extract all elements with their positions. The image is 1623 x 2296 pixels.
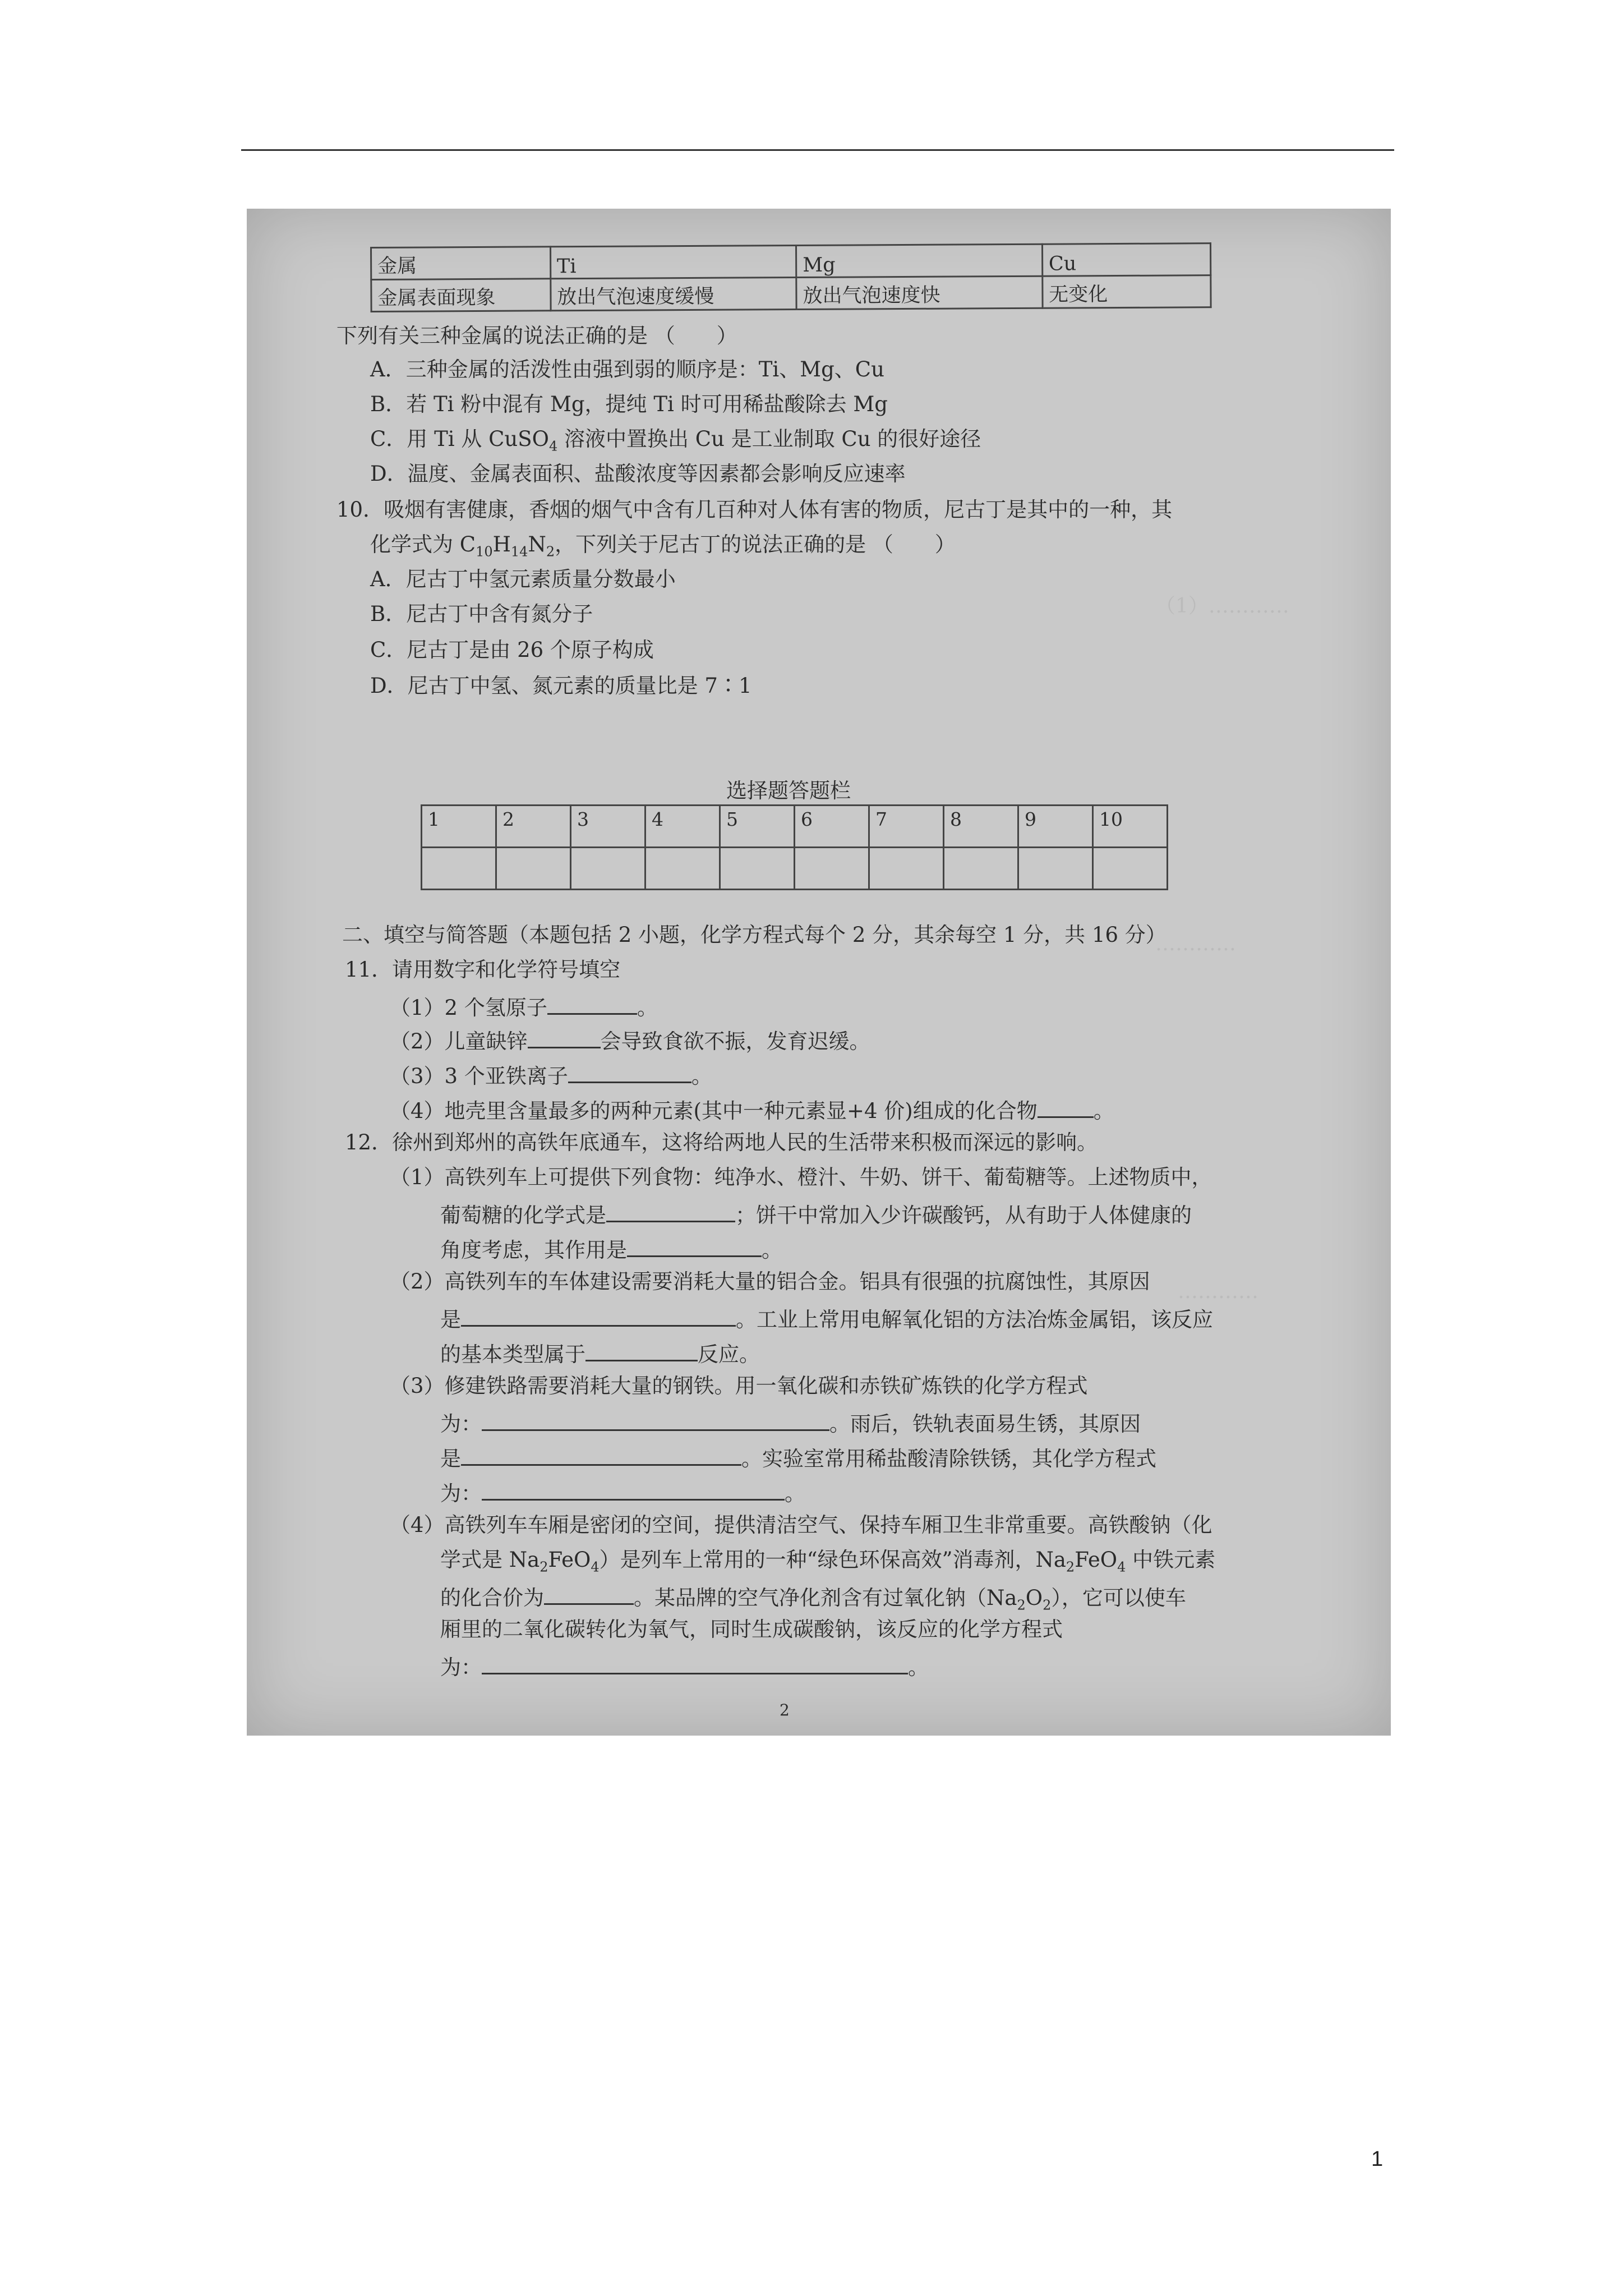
bleed-through-text: ………… (1155, 932, 1236, 955)
q12-part1-line2: 葡萄糖的化学式是 ；饼干中常加入少许碳酸钙，从有助于人体健康的 (440, 1202, 1192, 1226)
answer-blank[interactable] (544, 1584, 634, 1605)
q11-part3: （3）3 个亚铁离子 。 (390, 1062, 712, 1087)
q11-stem: 11．请用数字和化学符号填空 (345, 958, 621, 982)
answer-blank[interactable] (606, 1202, 735, 1222)
answer-grid-number: 2 (496, 806, 571, 848)
q11-part2: （2）儿童缺锌 会导致食欲不振，发育迟缓。 (390, 1028, 870, 1052)
q12-part2-line3: 的基本类型属于 反应。 (440, 1341, 760, 1365)
metal-reaction-table (370, 242, 1212, 312)
q11-part1: （1）2 个氢原子 。 (390, 994, 658, 1018)
exam-page-photo (247, 209, 1391, 1736)
answer-grid-caption: 选择题答题栏 (726, 779, 851, 803)
answer-grid (421, 804, 1168, 890)
table-cell: Mg (796, 244, 1043, 277)
table-cell: Cu (1042, 243, 1211, 277)
answer-blank[interactable] (461, 1445, 741, 1466)
answer-blank[interactable] (482, 1410, 829, 1431)
answer-cell[interactable] (720, 848, 795, 890)
q12-part3-line3: 是 。实验室常用稀盐酸清除铁锈，其化学方程式 (440, 1445, 1156, 1469)
answer-blank[interactable] (568, 1062, 691, 1083)
q9-option-c: C．用 Ti 从 CuSO$_4$ 溶液中置换出 Cu 是工业制取 Cu 的很好途径 (370, 427, 981, 454)
table-row (371, 243, 1211, 280)
answer-blank[interactable] (547, 994, 637, 1015)
answer-grid-number: 4 (645, 806, 720, 848)
answer-cell[interactable] (645, 848, 720, 890)
answer-grid-blank-row (422, 848, 1168, 890)
q12-part3-line4: 为： 。 (440, 1480, 805, 1504)
answer-cell[interactable] (422, 848, 496, 890)
section-heading: 二、填空与简答题（本题包括 2 小题，化学方程式每个 2 分，其余每空 1 分，共 16 分） (342, 923, 1166, 947)
answer-grid-number: 6 (795, 806, 869, 848)
answer-grid-number: 1 (422, 806, 496, 848)
q12-part3-line2: 为： 。雨后，铁轨表面易生锈，其原因 (440, 1410, 1141, 1434)
answer-cell[interactable] (571, 848, 645, 890)
answer-blank[interactable] (482, 1480, 785, 1501)
header-rule (241, 149, 1394, 151)
answer-blank[interactable] (585, 1341, 698, 1361)
q12-part4-line1: （4）高铁列车车厢是密闭的空间，提供清洁空气、保持车厢卫生非常重要。高铁酸钠（化 (390, 1513, 1212, 1537)
answer-grid-number: 5 (720, 806, 795, 848)
page-number: 1 (1371, 2147, 1384, 2171)
q12-stem: 12．徐州到郑州的高铁年底通车，这将给两地人民的生活带来积极而深远的影响。 (345, 1130, 1098, 1154)
answer-blank[interactable] (482, 1654, 908, 1674)
answer-blank[interactable] (528, 1028, 601, 1048)
q12-part2-line1: （2）高铁列车的车体建设需要消耗大量的铝合金。铝具有很强的抗腐蚀性，其原因 (390, 1269, 1150, 1294)
table-cell: Ti (550, 246, 796, 279)
table-row (371, 275, 1211, 312)
answer-cell[interactable] (795, 848, 869, 890)
table-cell: 金属 (371, 247, 551, 280)
bleed-through-text: ………… (1178, 1280, 1258, 1303)
answer-grid-number: 7 (869, 806, 944, 848)
answer-cell[interactable] (1018, 848, 1093, 890)
q10-option-a: A．尼古丁中氢元素质量分数最小 (370, 567, 676, 591)
answer-cell[interactable] (1093, 848, 1168, 890)
answer-blank[interactable] (1038, 1097, 1094, 1118)
q9-option-a: A．三种金属的活泼性由强到弱的顺序是：Ti、Mg、Cu (370, 357, 884, 381)
photo-page-number: 2 (780, 1701, 790, 1719)
q9-stem: 下列有关三种金属的说法正确的是 （ ） (336, 324, 737, 348)
q12-part4-line5: 为： 。 (440, 1654, 929, 1678)
q10-option-b: B．尼古丁中含有氮分子 (370, 602, 593, 626)
q12-part3-line1: （3）修建铁路需要消耗大量的钢铁。用一氧化碳和赤铁矿炼铁的化学方程式 (390, 1374, 1088, 1398)
answer-grid-number-row (422, 806, 1168, 848)
answer-cell[interactable] (944, 848, 1018, 890)
q9-option-b: B．若 Ti 粉中混有 Mg，提纯 Ti 时可用稀盐酸除去 Mg (370, 392, 888, 416)
q10-stem-line2: 化学式为 $C_{10}H_{14}N_2$，下列关于尼古丁的说法正确的是 （ ） (370, 532, 956, 560)
q12-part1-line1: （1）高铁列车上可提供下列食物：纯净水、橙汁、牛奶、饼干、葡萄糖等。上述物质中， (390, 1165, 1212, 1189)
q11-part4: （4）地壳里含量最多的两种元素(其中一种元素显+4 价)组成的化合物 。 (390, 1097, 1114, 1121)
q12-part1-line3: 角度考虑，其作用是 。 (440, 1236, 782, 1260)
answer-blank[interactable] (627, 1236, 762, 1257)
q10-option-c: C．尼古丁是由 26 个原子构成 (370, 638, 654, 662)
answer-grid-number: 8 (944, 806, 1018, 848)
q12-part4-line4: 厢里的二氧化碳转化为氧气，同时生成碳酸钠，该反应的化学方程式 (440, 1617, 1063, 1641)
table-cell: 金属表面现象 (371, 279, 551, 312)
answer-cell[interactable] (869, 848, 944, 890)
bleed-through-text: （1）………… (1155, 595, 1289, 618)
answer-cell[interactable] (496, 848, 571, 890)
answer-grid-number: 10 (1093, 806, 1168, 848)
answer-blank[interactable] (461, 1306, 736, 1327)
answer-grid-number: 3 (571, 806, 645, 848)
q12-part4-line2: 学式是 $Na_2FeO_4$）是列车上常用的一种“绿色环保高效”消毒剂，$Na_2FeO_4$ 中铁元素 (440, 1548, 1216, 1575)
q10-option-d: D．尼古丁中氢、氮元素的质量比是 7∶1 (370, 674, 752, 698)
table-cell: 放出气泡速度缓慢 (551, 278, 797, 311)
q12-part2-line2: 是 。工业上常用电解氧化铝的方法冶炼金属铝，该反应 (440, 1306, 1213, 1330)
table-cell: 无变化 (1043, 275, 1211, 309)
q9-option-d: D．温度、金属表面积、盐酸浓度等因素都会影响反应速率 (370, 462, 906, 486)
q10-stem-line1: 10．吸烟有害健康，香烟的烟气中含有几百种对人体有害的物质，尼古丁是其中的一种，其 (336, 498, 1173, 522)
q12-part4-line3: 的化合价为 。某品牌的空气净化剂含有过氧化钠$(Na_2O_2)$，它可以使车 (440, 1584, 1186, 1612)
answer-grid-number: 9 (1018, 806, 1093, 848)
table-cell: 放出气泡速度快 (796, 276, 1043, 309)
